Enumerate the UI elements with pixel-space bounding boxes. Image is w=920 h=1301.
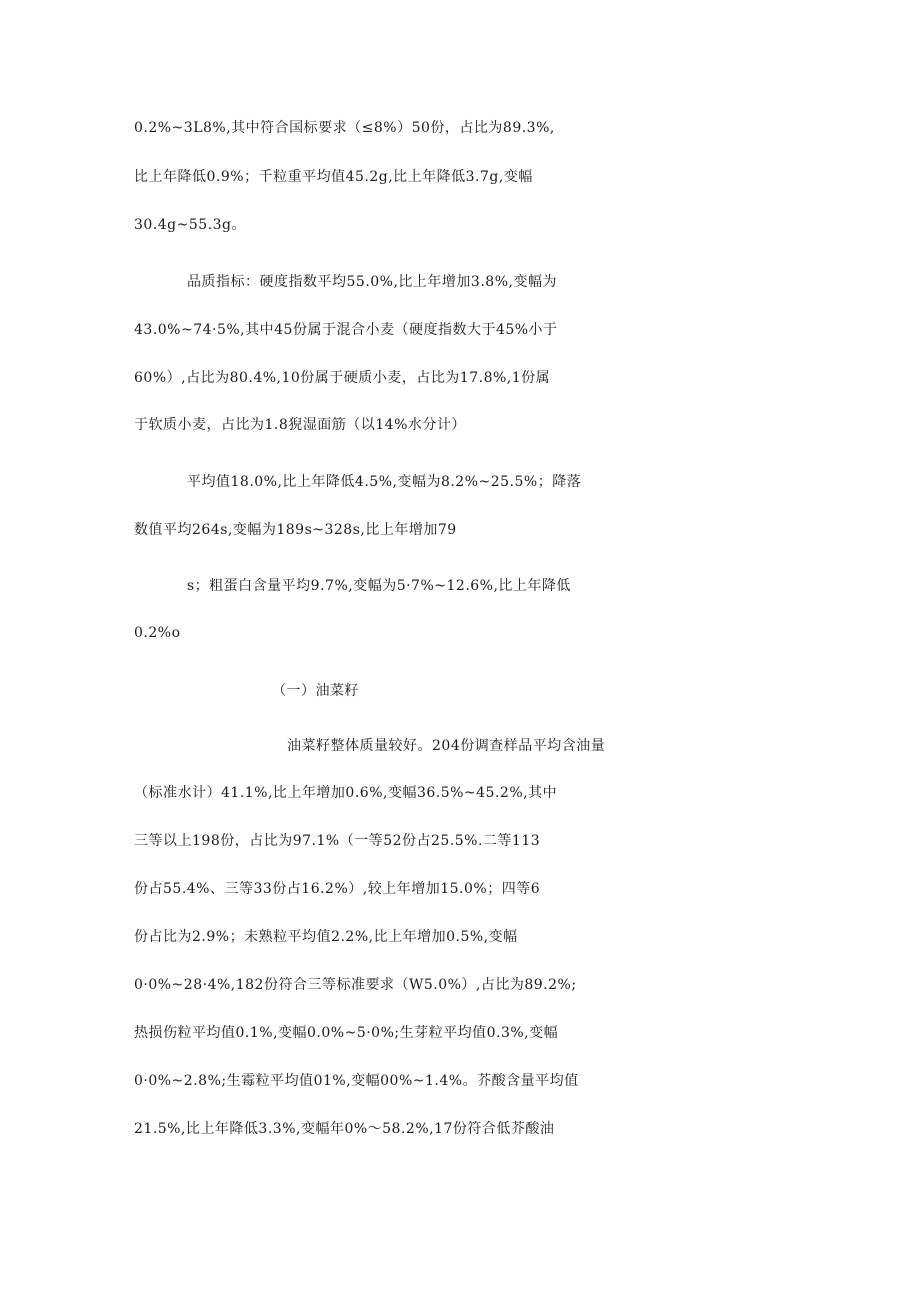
text-line: s；粗蛋白含量平均9.7%,变幅为5·7%~12.6%,比上年降低 — [187, 578, 571, 594]
text-line: 份占比为2.9%；未熟粒平均值2.2%,比上年增加0.5%,变幅 — [134, 929, 518, 945]
section-heading: （一）油菜籽 — [272, 683, 359, 699]
text-line: 0.2%~3L8%,其中符合国标要求（≤8%）50份，占比为89.3%, — [134, 120, 555, 136]
text-line: 油菜籽整体质量较好。204份调查样品平均含油量 — [287, 738, 606, 754]
text-line: 60%）,占比为80.4%,10份属于硬质小麦，占比为17.8%,1份属 — [134, 370, 551, 386]
text-line: 0.2%o — [134, 625, 181, 641]
text-line: 0·0%~28·4%,182份符合三等标准要求（W5.0%）,占比为89.2%; — [134, 977, 577, 993]
text-line: 43.0%~74·5%,其中45份属于混合小麦（硬度指数大于45%小于 — [134, 322, 558, 338]
text-line: 于软质小麦，占比为1.8猊湿面筋（以14%水分计） — [134, 417, 466, 433]
text-line: 三等以上198份，占比为97.1%（一等52份占25.5%.二等113 — [134, 833, 541, 849]
text-line: 比上年降低0.9%；千粒重平均值45.2g,比上年降低3.7g,变幅 — [134, 169, 533, 185]
text-line: 品质指标：硬度指数平均55.0%,比上年增加3.8%,变幅为 — [187, 274, 557, 290]
text-line: 21.5%,比上年降低3.3%,变幅年0%～58.2%,17份符合低芥酸油 — [134, 1121, 555, 1137]
text-line: 数值平均264s,变幅为189s~328s,比上年增加79 — [134, 522, 457, 538]
text-line: 30.4g~55.3g。 — [134, 217, 246, 233]
text-line: （标准水计）41.1%,比上年增加0.6%,变幅36.5%~45.2%,其中 — [134, 785, 558, 801]
text-line: 平均值18.0%,比上年降低4.5%,变幅为8.2%~25.5%；降落 — [187, 474, 582, 490]
text-line: 份占55.4%、三等33份占16.2%）,较上年增加15.0%；四等6 — [134, 881, 541, 897]
text-line: 0·0%~2.8%;生霉粒平均值01%,变幅00%~1.4%。芥酸含量平均值 — [134, 1073, 579, 1089]
text-line: 热损伤粒平均值0.1%,变幅0.0%~5·0%;生芽粒平均值0.3%,变幅 — [134, 1025, 559, 1041]
